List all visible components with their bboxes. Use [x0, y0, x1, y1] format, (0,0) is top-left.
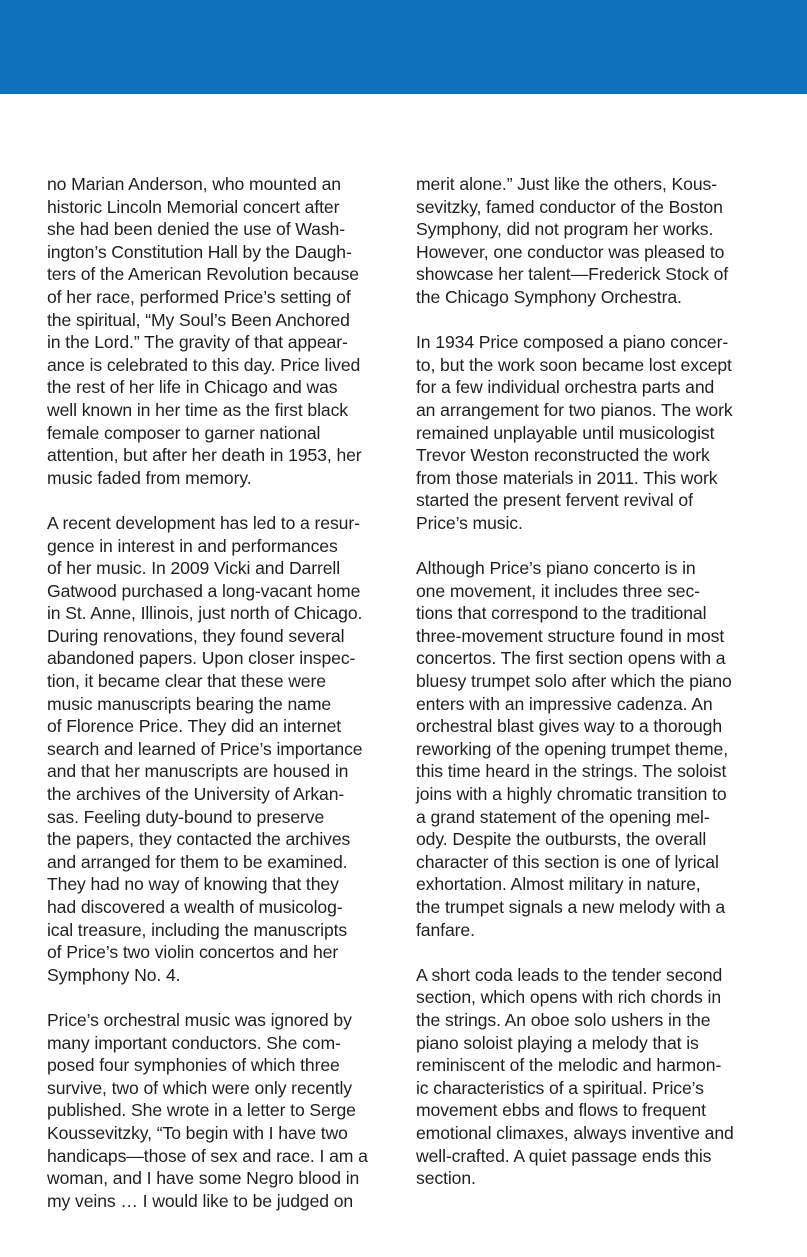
text-line: started the present fervent revival of — [416, 490, 693, 511]
text-line: Trevor Weston reconstructed the work — [416, 445, 710, 466]
text-line: my veins … I would like to be judged on — [47, 1190, 354, 1211]
text-line: the spiritual, “My Soul’s Been Anchored — [47, 309, 350, 330]
text-line: search and learned of Price’s importance — [47, 738, 363, 759]
text-line: merit alone.” Just like the others, Kous- — [416, 174, 717, 194]
text-line: historic Lincoln Memorial concert after — [47, 196, 340, 217]
text-line: enters with an impressive cadenza. An — [416, 693, 713, 714]
text-line: for a few individual orchestra parts and — [416, 377, 715, 398]
text-line: Symphony, did not program her works. — [416, 219, 714, 240]
header-band — [0, 0, 807, 94]
text-line: many important conductors. She com- — [47, 1032, 341, 1053]
text-line: tion, it became clear that these were — [47, 671, 326, 692]
text-line: ic characteristics of a spiritual. Price’s — [416, 1077, 704, 1098]
text-line: this time heard in the strings. The soloist — [416, 761, 727, 782]
text-line: remained unplayable until musicologist — [416, 422, 715, 443]
paragraph-gap — [416, 309, 761, 332]
text-line: A recent development has led to a resur- — [47, 512, 360, 533]
text-line: In 1934 Price composed a piano concer- — [416, 332, 729, 353]
text-line: Gatwood purchased a long-vacant home — [47, 580, 361, 601]
text-line: fanfare. — [416, 919, 475, 940]
text-line: orchestral blast gives way to a thorough — [416, 716, 723, 737]
text-line: the papers, they contacted the archives — [47, 829, 351, 850]
paragraph-gap — [416, 535, 761, 558]
text-line: Price’s orchestral music was ignored by — [47, 1009, 352, 1030]
text-line: ington’s Constitution Hall by the Daugh- — [47, 241, 352, 262]
text-line: had discovered a wealth of musicolog- — [47, 897, 343, 917]
text-line: of Florence Price. They did an internet — [47, 716, 342, 737]
text-line: sevitzky, famed conductor of the Boston — [416, 196, 723, 217]
text-line: reworking of the opening trumpet theme, — [416, 738, 728, 759]
text-line: However, one conductor was pleased to — [416, 241, 725, 262]
text-line: section, which opens with rich chords in — [416, 987, 722, 1008]
paragraph-gap — [47, 489, 392, 512]
text-line: well known in her time as the first black — [47, 399, 348, 420]
text-line: posed four symphonies of which three — [47, 1055, 340, 1076]
text-line: in the Lord.” The gravity of that appear- — [47, 332, 348, 353]
text-line: piano soloist playing a melody that is — [416, 1032, 699, 1053]
text-line: section. — [416, 1168, 476, 1189]
text-line: and arranged for them to be examined. — [47, 851, 348, 872]
paragraph-gap — [416, 941, 761, 964]
text-line: of her race, performed Price’s setting of — [47, 286, 351, 307]
text-line: Price’s music. — [416, 512, 523, 533]
text-line: no Marian Anderson, who mounted an — [47, 174, 341, 194]
text-line: handicaps—those of sex and race. I am a — [47, 1145, 368, 1166]
text-line: woman, and I have some Negro blood in — [47, 1168, 360, 1189]
text-line: showcase her talent—Frederick Stock of — [416, 264, 729, 285]
text-line: one movement, it includes three sec- — [416, 580, 700, 601]
text-line: music faded from memory. — [47, 467, 252, 488]
text-line: the strings. An oboe solo ushers in the — [416, 1009, 711, 1030]
text-line: abandoned papers. Upon closer inspec- — [47, 648, 356, 669]
text-line: survive, two of which were only recently — [47, 1077, 352, 1098]
text-line: published. She wrote in a letter to Serge — [47, 1100, 356, 1121]
text-line: of Price’s two violin concertos and her — [47, 942, 339, 963]
text-line: three-movement structure found in most — [416, 625, 725, 646]
text-line: to, but the work soon became lost except — [416, 354, 732, 375]
text-line: attention, but after her death in 1953, her — [47, 445, 362, 466]
paragraph-gap — [47, 986, 392, 1009]
left-text-column — [47, 173, 392, 1212]
text-line: ical treasure, including the manuscripts — [47, 919, 348, 940]
text-line: bluesy trumpet solo after which the piano — [416, 671, 732, 692]
text-line: They had no way of knowing that they — [47, 874, 339, 895]
text-line: ody. Despite the outbursts, the overall — [416, 829, 707, 850]
text-line: Koussevitzky, “To begin with I have two — [47, 1122, 348, 1143]
text-line: A short coda leads to the tender second — [416, 964, 723, 985]
text-line: the trumpet signals a new melody with a — [416, 897, 726, 917]
text-line: and that her manuscripts are housed in — [47, 761, 349, 782]
text-line: she had been denied the use of Wash- — [47, 219, 345, 240]
text-line: Although Price’s piano concerto is in — [416, 558, 696, 579]
text-line: well-crafted. A quiet passage ends this — [416, 1145, 712, 1166]
text-line: gence in interest in and performances — [47, 535, 338, 556]
text-line: in St. Anne, Illinois, just north of Chicago. — [47, 603, 363, 624]
text-line: music manuscripts bearing the name — [47, 693, 332, 714]
text-line: a grand statement of the opening mel- — [416, 806, 710, 827]
text-line: sas. Feeling duty-bound to preserve — [47, 806, 325, 827]
text-line: reminiscent of the melodic and harmon- — [416, 1055, 722, 1076]
text-line: exhortation. Almost military in nature, — [416, 874, 701, 895]
text-line: concertos. The first section opens with a — [416, 648, 726, 669]
text-line: an arrangement for two pianos. The work — [416, 399, 733, 420]
text-line: from those materials in 2011. This work — [416, 467, 718, 488]
text-line: character of this section is one of lyrical — [416, 851, 719, 872]
text-line: Symphony No. 4. — [47, 964, 181, 985]
text-line: of her music. In 2009 Vicki and Darrell — [47, 558, 341, 579]
text-line: ters of the American Revolution because — [47, 264, 359, 285]
text-line: ance is celebrated to this day. Price lived — [47, 354, 361, 375]
text-line: movement ebbs and flows to frequent — [416, 1100, 706, 1121]
text-line: During renovations, they found several — [47, 625, 345, 646]
text-line: joins with a highly chromatic transition to — [416, 784, 727, 805]
right-text-column — [416, 173, 761, 1190]
text-line: emotional climaxes, always inventive and — [416, 1122, 734, 1143]
text-line: tions that correspond to the traditional — [416, 603, 707, 624]
text-line: the archives of the University of Arkan- — [47, 784, 345, 805]
text-line: the rest of her life in Chicago and was — [47, 377, 338, 398]
text-line: the Chicago Symphony Orchestra. — [416, 286, 682, 307]
text-line: female composer to garner national — [47, 422, 321, 443]
